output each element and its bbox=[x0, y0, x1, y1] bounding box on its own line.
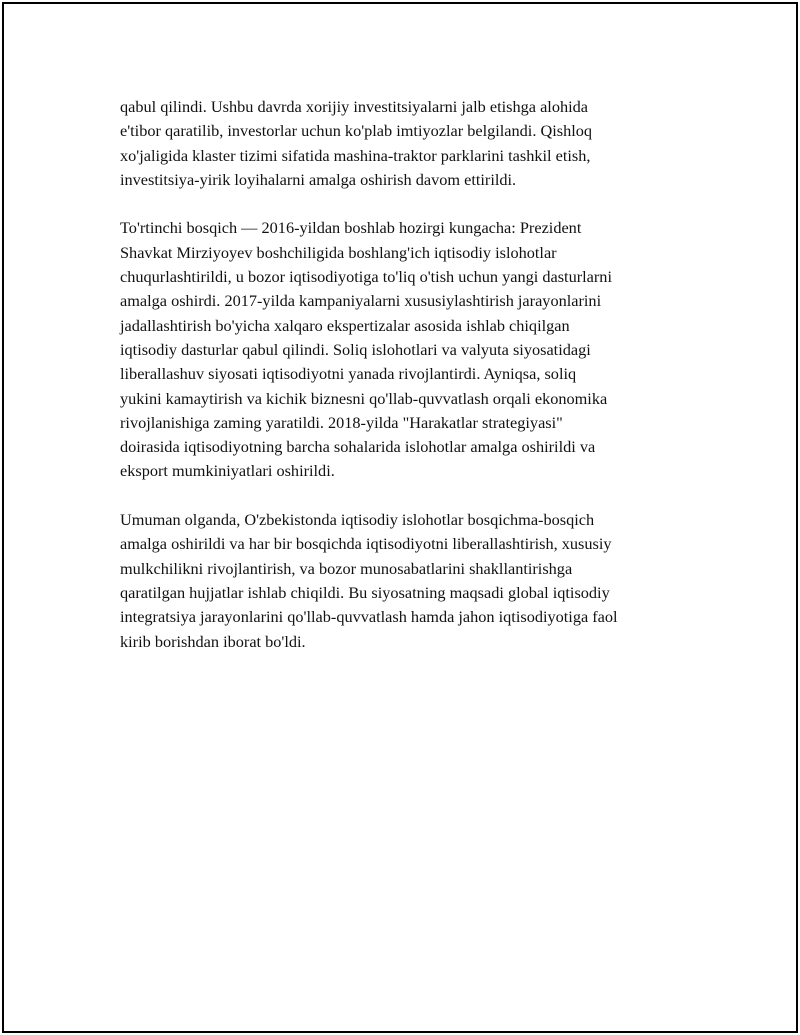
text-line: iqtisodiy dasturlar qabul qilindi. Soliq islohotlari va valyuta siyosatidagi bbox=[120, 339, 591, 359]
text-line: e'tibor qaratilib, investorlar uchun ko'plab imtiyozlar belgilandi. Qishloq bbox=[120, 121, 593, 141]
text-line: investitsiya-yirik loyihalarni amalga oshirish davom ettirildi. bbox=[120, 169, 517, 189]
text-line: amalga oshirdi. 2017-yilda kampaniyalarni xususiylashtirish jarayonlarini bbox=[120, 291, 602, 311]
text-line: kirib borishdan iborat bo'ldi. bbox=[120, 631, 306, 651]
text-line: qaratilgan hujjatlar ishlab chiqildi. Bu siyosatning maqsadi global iqtisodiy bbox=[120, 582, 610, 602]
text-line: rivojlanishiga zaming yaratildi. 2018-yilda "Harakatlar strategiyasi" bbox=[120, 412, 563, 432]
text-line: Shavkat Mirziyoyev boshchiligida boshlang'ich iqtisodiy islohotlar bbox=[120, 242, 557, 262]
paragraph-3 bbox=[120, 508, 704, 654]
text-line: To'rtinchi bosqich — 2016-yildan boshlab hozirgi kungacha: Prezident bbox=[120, 218, 582, 238]
text-line: liberallashuv siyosati iqtisodiyotni yanada rivojlantirdi. Ayniqsa, soliq bbox=[120, 364, 577, 384]
document-body bbox=[120, 95, 704, 678]
text-line: chuqurlashtirildi, u bozor iqtisodiyotiga to'liq o'tish uchun yangi dasturlarni bbox=[120, 267, 612, 287]
text-line: xo'jaligida klaster tizimi sifatida mashina-traktor parklarini tashkil etish, bbox=[120, 145, 591, 165]
text-line: doirasida iqtisodiyotning barcha sohalarida islohotlar amalga oshirildi va bbox=[120, 437, 596, 457]
text-line: jadallashtirish bo'yicha xalqaro ekspertizalar asosida ishlab chiqilgan bbox=[120, 315, 570, 335]
document-page bbox=[2, 2, 798, 1033]
text-line: Umuman olganda, O'zbekistonda iqtisodiy islohotlar bosqichma-bosqich bbox=[120, 510, 595, 530]
text-line: qabul qilindi. Ushbu davrda xorijiy investitsiyalarni jalb etishga alohida bbox=[120, 97, 588, 116]
text-line: mulkchilikni rivojlantirish, va bozor munosabatlarini shakllantirishga bbox=[120, 558, 573, 578]
text-line: amalga oshirildi va har bir bosqichda iqtisodiyotni liberallashtirish, xususiy bbox=[120, 534, 612, 554]
paragraph-1 bbox=[120, 95, 704, 192]
text-line: integratsiya jarayonlarini qo'llab-quvvatlash hamda jahon iqtisodiyotiga faol bbox=[120, 607, 618, 627]
text-line: eksport mumkiniyatlari oshirildi. bbox=[120, 461, 335, 481]
paragraph-2 bbox=[120, 216, 704, 483]
text-line: yukini kamaytirish va kichik biznesni qo'llab-quvvatlash orqali ekonomika bbox=[120, 388, 608, 408]
